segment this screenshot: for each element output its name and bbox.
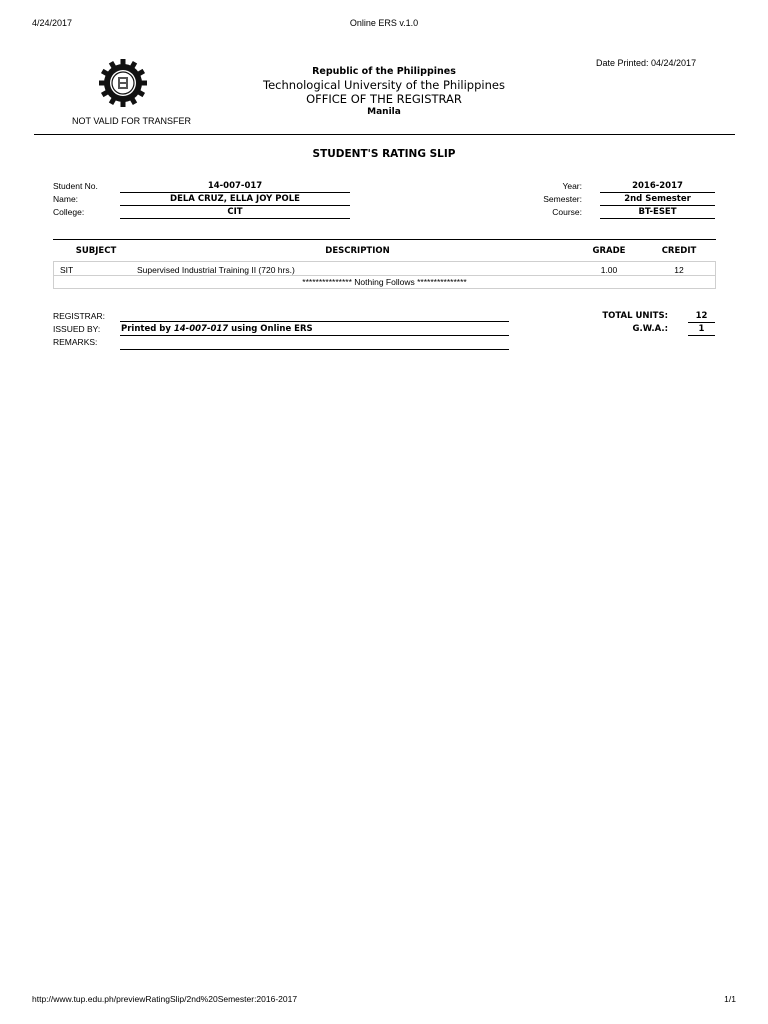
printed-by-prefix: Printed by: [121, 324, 174, 334]
name-value: DELA CRUZ, ELLA JOY POLE: [120, 193, 350, 206]
row-credit: 12: [674, 265, 684, 275]
header-divider: [34, 134, 735, 135]
nothing-follows: *************** Nothing Follows ***************: [302, 277, 467, 287]
table-left-border: [53, 261, 54, 288]
office-name: OFFICE OF THE REGISTRAR: [306, 92, 462, 106]
issued-by-line: [120, 335, 509, 336]
print-date: 4/24/2017: [32, 18, 73, 28]
header-divider-line: [53, 261, 716, 262]
college-value: CIT: [120, 206, 350, 219]
printed-by-suffix: using Online ERS: [228, 324, 313, 334]
year-label: Year:: [562, 181, 582, 191]
row-divider-line: [53, 275, 716, 276]
registrar-label: REGISTRAR:: [53, 311, 105, 321]
course-value: BT-ESET: [600, 206, 715, 219]
row-subject: SIT: [60, 265, 74, 275]
row-grade: 1.00: [600, 265, 618, 275]
city-name: Manila: [367, 107, 401, 117]
table-right-border: [715, 261, 716, 288]
slip-title: STUDENT'S RATING SLIP: [312, 148, 456, 160]
semester-value: 2nd Semester: [600, 193, 715, 206]
table-bottom-border: [53, 288, 716, 289]
remarks-line: [120, 349, 509, 350]
registrar-line: [120, 321, 509, 322]
header-description: DESCRIPTION: [325, 246, 390, 256]
print-title: Online ERS v.1.0: [349, 18, 419, 28]
course-label: Course:: [552, 207, 582, 217]
table-top-border: [53, 239, 716, 240]
header-grade: GRADE: [592, 246, 626, 256]
page-count: 1/1: [724, 994, 736, 1004]
printed-by-id: 14-007-017: [173, 324, 229, 334]
name-label: Name:: [53, 194, 79, 204]
row-description: Supervised Industrial Training II (720 hrs.): [137, 265, 295, 275]
republic-heading: Republic of the Philippines: [312, 66, 456, 77]
total-units-label: TOTAL UNITS:: [602, 311, 668, 321]
issued-by-label: ISSUED BY:: [53, 324, 101, 334]
not-valid-notice: NOT VALID FOR TRANSFER: [72, 116, 192, 126]
student-no-value: 14-007-017: [120, 180, 350, 193]
header-credit: CREDIT: [661, 246, 697, 256]
print-url: http://www.tup.edu.ph/previewRatingSlip/2nd%20Semester:2016-2017: [32, 994, 298, 1004]
gwa-label: G.W.A.:: [632, 324, 668, 334]
semester-label: Semester:: [543, 194, 582, 204]
printed-by-note: [121, 324, 313, 334]
university-name: Technological University of the Philippines: [263, 78, 505, 92]
college-label: College:: [53, 207, 85, 217]
total-units-value: 12: [688, 310, 715, 323]
year-value: 2016-2017: [600, 180, 715, 193]
gwa-value: 1: [688, 323, 715, 336]
header-subject: SUBJECT: [75, 246, 117, 256]
remarks-label: REMARKS:: [53, 337, 98, 347]
student-no-label: Student No.: [53, 181, 98, 191]
date-printed: Date Printed: 04/24/2017: [596, 58, 697, 68]
